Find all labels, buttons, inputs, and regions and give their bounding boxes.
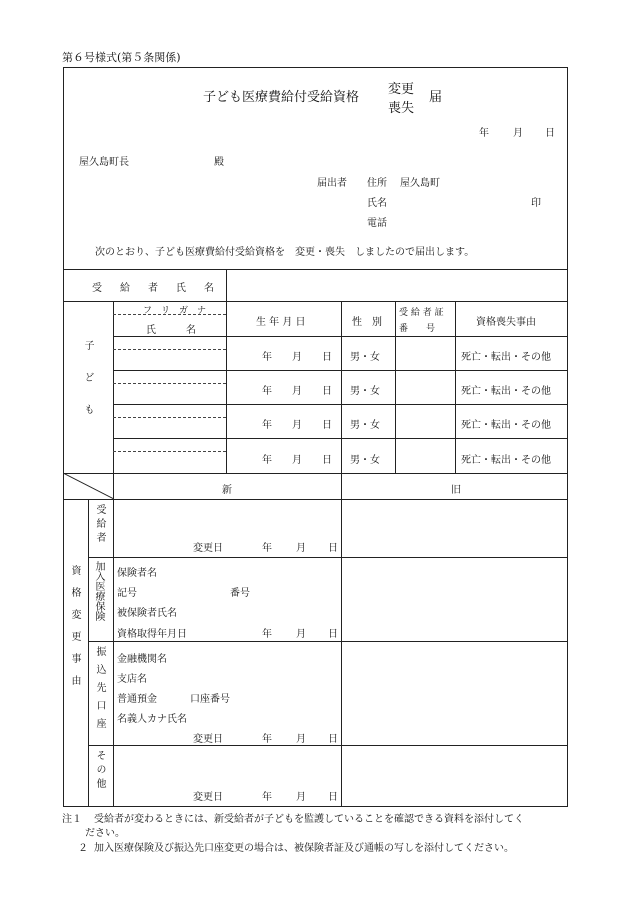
- recipient-name-field[interactable]: [228, 271, 566, 299]
- applicant-label: 届出者: [317, 178, 347, 189]
- account-number-label: 口座番号: [190, 694, 230, 705]
- applicant-address-label: 住所: [367, 178, 387, 189]
- divider: [341, 301, 342, 473]
- applicant-address-field[interactable]: [448, 170, 558, 186]
- note-2-mark: ２: [78, 843, 88, 854]
- child-1-cert-field[interactable]: [397, 338, 453, 370]
- recipient-change-year: 年: [262, 543, 272, 554]
- child-1-furigana-field[interactable]: [115, 338, 224, 348]
- child-4-birth: 年 月 日: [262, 455, 332, 466]
- cert-header-1: 受 給 者 証: [399, 308, 444, 318]
- changes-side-label: 資格変更事由: [69, 565, 80, 697]
- deposit-type-label: 普通預金: [117, 694, 157, 705]
- birth-header: 生 年 月 日: [256, 317, 306, 328]
- applicant-address-value: 屋久島町: [400, 178, 440, 189]
- child-2-cert-field[interactable]: [397, 372, 453, 404]
- acquisition-month: 月: [296, 629, 306, 640]
- child-1-birth: 年 月 日: [262, 352, 332, 363]
- divider: [63, 301, 568, 302]
- child-1-sex: 男・女: [350, 352, 380, 363]
- new-recipient-field[interactable]: [115, 501, 339, 535]
- divider: [395, 301, 396, 473]
- other-change-month: 月: [296, 792, 306, 803]
- sex-header: 性 別: [352, 317, 382, 328]
- other-change-day: 日: [328, 792, 338, 803]
- child-2-name-field[interactable]: [115, 385, 224, 403]
- bank-change-day: 日: [328, 734, 338, 745]
- bank-change-month: 月: [296, 734, 306, 745]
- applicant-name-field[interactable]: [395, 190, 525, 206]
- bank-change-year: 年: [262, 734, 272, 745]
- old-header: 旧: [451, 485, 461, 496]
- addressee-honorific: 殿: [214, 157, 224, 168]
- divider: [341, 473, 342, 807]
- furigana-divider: [113, 349, 226, 350]
- recipient-change-date-label: 変更日: [193, 543, 223, 554]
- recipient-name-label: 受 給 者 氏 名: [92, 283, 218, 294]
- divider: [63, 499, 568, 500]
- seal-mark: 印: [531, 198, 541, 209]
- divider: [63, 473, 568, 474]
- old-bank-field[interactable]: [343, 643, 566, 743]
- name-header: 氏 名: [146, 325, 196, 336]
- child-4-sex: 男・女: [350, 455, 380, 466]
- divider: [226, 269, 227, 301]
- child-2-reason: 死亡・転出・その他: [461, 386, 551, 397]
- corner-diagonal: [63, 473, 114, 499]
- child-1-name-field[interactable]: [115, 351, 224, 369]
- form-number: 第６号様式(第５条関係): [62, 51, 181, 64]
- applicant-phone-field[interactable]: [395, 210, 525, 226]
- title-option-loss: 喪失: [388, 101, 415, 116]
- furigana-divider: [113, 383, 226, 384]
- note-1-line-1: 受給者が変わるときには、新受給者が子どもを監護していることを確認できる資料を添付してく: [94, 814, 524, 825]
- child-2-sex: 男・女: [350, 386, 380, 397]
- insurer-name-label: 保険者名: [117, 568, 157, 579]
- old-other-field[interactable]: [343, 747, 566, 805]
- child-3-name-field[interactable]: [115, 419, 224, 437]
- bank-branch-label: 支店名: [117, 674, 147, 685]
- divider: [226, 301, 227, 473]
- insurance-label: 加入医療保険: [93, 561, 104, 621]
- other-label: その他: [94, 750, 105, 792]
- recipient-change-label: 受給者: [94, 504, 105, 546]
- old-recipient-field[interactable]: [343, 501, 566, 555]
- bank-institution-label: 金融機関名: [117, 654, 167, 665]
- child-4-name-field[interactable]: [115, 453, 224, 471]
- insurance-number-label: 番号: [230, 588, 250, 599]
- date-year-label: 年: [479, 128, 489, 139]
- divider: [63, 269, 568, 270]
- acquisition-day: 日: [328, 629, 338, 640]
- furigana-header: フ リ ガ ナ: [143, 306, 207, 316]
- divider: [113, 301, 114, 473]
- child-4-furigana-field[interactable]: [115, 440, 224, 450]
- acquisition-year: 年: [262, 629, 272, 640]
- new-header: 新: [222, 485, 232, 496]
- divider: [88, 641, 568, 642]
- title-option-change: 変更: [388, 82, 415, 97]
- child-3-reason: 死亡・転出・その他: [461, 420, 551, 431]
- divider: [88, 499, 89, 807]
- furigana-divider: [113, 417, 226, 418]
- other-change-date-label: 変更日: [193, 792, 223, 803]
- title-suffix: 届: [429, 90, 443, 105]
- divider: [113, 336, 568, 337]
- insurance-symbol-label: 記号: [117, 588, 137, 599]
- insured-name-label: 被保険者氏名: [117, 608, 177, 619]
- child-3-furigana-field[interactable]: [115, 406, 224, 416]
- holder-kana-label: 名義人カナ氏名: [117, 714, 187, 725]
- children-side-label: 子ども: [82, 340, 93, 436]
- child-4-reason: 死亡・転出・その他: [461, 455, 551, 466]
- divider: [88, 557, 568, 558]
- addressee-name: 屋久島町長: [79, 157, 129, 168]
- divider: [113, 473, 114, 807]
- acquisition-date-label: 資格取得年月日: [117, 629, 187, 640]
- new-other-field[interactable]: [115, 747, 339, 783]
- statement-text: 次のとおり、子ども医療費給付受給資格を 変更・喪失 しましたので届出します。: [95, 247, 475, 258]
- divider: [88, 745, 568, 746]
- child-3-cert-field[interactable]: [397, 406, 453, 438]
- recipient-change-day: 日: [328, 543, 338, 554]
- date-month-label: 月: [513, 128, 523, 139]
- applicant-name-label: 氏名: [367, 198, 387, 209]
- note-1-mark: 注１: [62, 814, 82, 825]
- child-3-birth: 年 月 日: [262, 420, 332, 431]
- recipient-change-month: 月: [296, 543, 306, 554]
- bank-change-date-label: 変更日: [193, 734, 223, 745]
- child-3-sex: 男・女: [350, 420, 380, 431]
- child-2-furigana-field[interactable]: [115, 372, 224, 382]
- furigana-divider: [113, 451, 226, 452]
- date-day-label: 日: [545, 128, 555, 139]
- child-2-birth: 年 月 日: [262, 386, 332, 397]
- note-1-line-2: ださい。: [85, 828, 125, 839]
- divider: [113, 370, 568, 371]
- cert-header-2: 番 号: [399, 324, 436, 334]
- other-change-year: 年: [262, 792, 272, 803]
- child-4-cert-field[interactable]: [397, 440, 453, 472]
- old-insurance-field[interactable]: [343, 559, 566, 639]
- divider: [455, 301, 456, 473]
- note-2-text: 加入医療保険及び振込先口座変更の場合は、被保険者証及び通帳の写しを添付してください。: [94, 843, 514, 854]
- child-1-reason: 死亡・転出・その他: [461, 352, 551, 363]
- divider: [113, 438, 568, 439]
- bank-label: 振込先口座: [94, 646, 105, 736]
- form-title: 子ども医療費給付受給資格: [203, 90, 360, 105]
- divider: [113, 404, 568, 405]
- applicant-phone-label: 電話: [367, 218, 387, 229]
- reason-header: 資格喪失事由: [476, 317, 536, 328]
